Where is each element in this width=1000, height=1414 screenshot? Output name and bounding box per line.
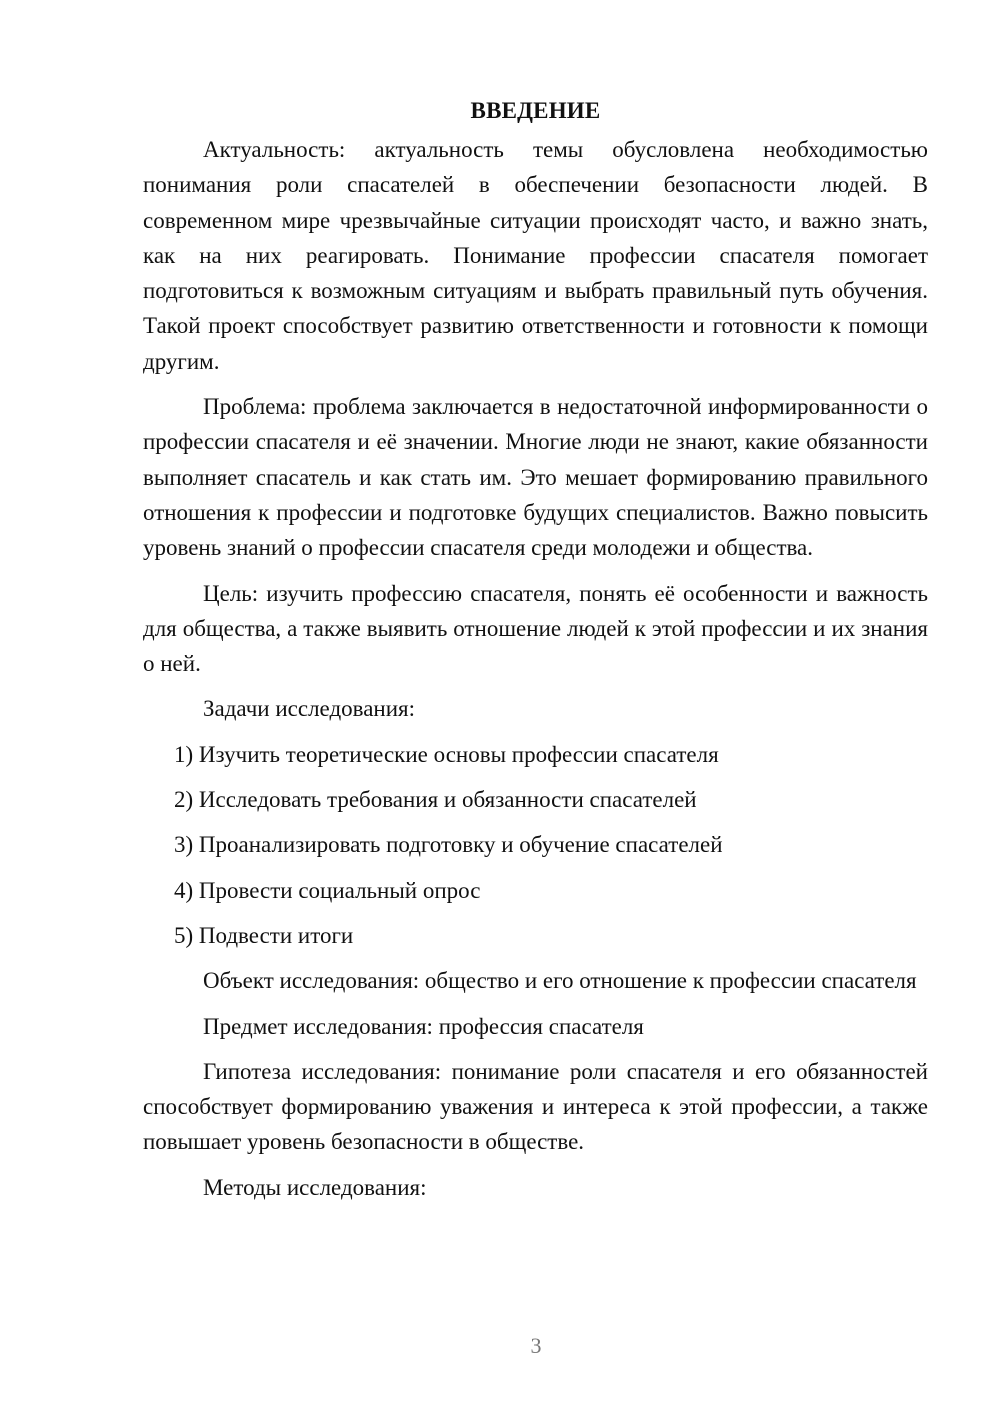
list-item: 5) Подвести итоги — [174, 922, 354, 948]
list-item: 3) Проанализировать подготовку и обучение спасателей — [174, 832, 723, 858]
methods-title: Методы исследования: — [203, 1174, 427, 1200]
object-paragraph: Объект исследования: общество и его отношение к профессии спасателя — [203, 968, 917, 994]
problem-paragraph: Проблема: проблема заключается в недостаточной информированности о профессии спасателя и её значении. Многие люди не знают, какие обязанности выполняет спасатель и как стать им. Это мешает формированию правильного отношения к профессии и подготовке будущих специалистов. Важно повысить уровень знаний о профессии спасателя среди молодежи и общества. — [143, 394, 928, 561]
tasks-list — [143, 737, 928, 953]
section-heading: ВВЕДЕНИЕ — [470, 98, 601, 123]
page-content — [143, 94, 928, 1215]
list-item: 4) Провести социальный опрос — [174, 877, 481, 903]
subject-paragraph: Предмет исследования: профессия спасателя — [203, 1013, 644, 1039]
tasks-title: Задачи исследования: — [203, 696, 416, 722]
list-item: 2) Исследовать требования и обязанности спасателей — [174, 787, 697, 813]
goal-paragraph: Цель: изучить профессию спасателя, понять её особенности и важность для общества, а также выявить отношение людей к этой профессии и их знания о ней. — [143, 580, 928, 677]
relevance-paragraph: Актуальность: актуальность темы обусловлена необходимостью понимания роли спасателей в обеспечении безопасности людей. В современном мире чрезвычайные ситуации происходят часто, и важно знать, как на них реагировать. Понимание профессии спасателя помогает подготовиться к возможным ситуациям и выбрать правильный путь обучения. Такой проект способствует развитию ответственности и готовности к помощи другим. — [143, 137, 928, 374]
hypothesis-paragraph: Гипотеза исследования: понимание роли спасателя и его обязанностей способствует формированию уважения и интереса к этой профессии, а также повышает уровень безопасности в обществе. — [143, 1058, 928, 1155]
list-item: 1) Изучить теоретические основы профессии спасателя — [174, 741, 719, 767]
page-number: 3 — [530, 1333, 542, 1358]
